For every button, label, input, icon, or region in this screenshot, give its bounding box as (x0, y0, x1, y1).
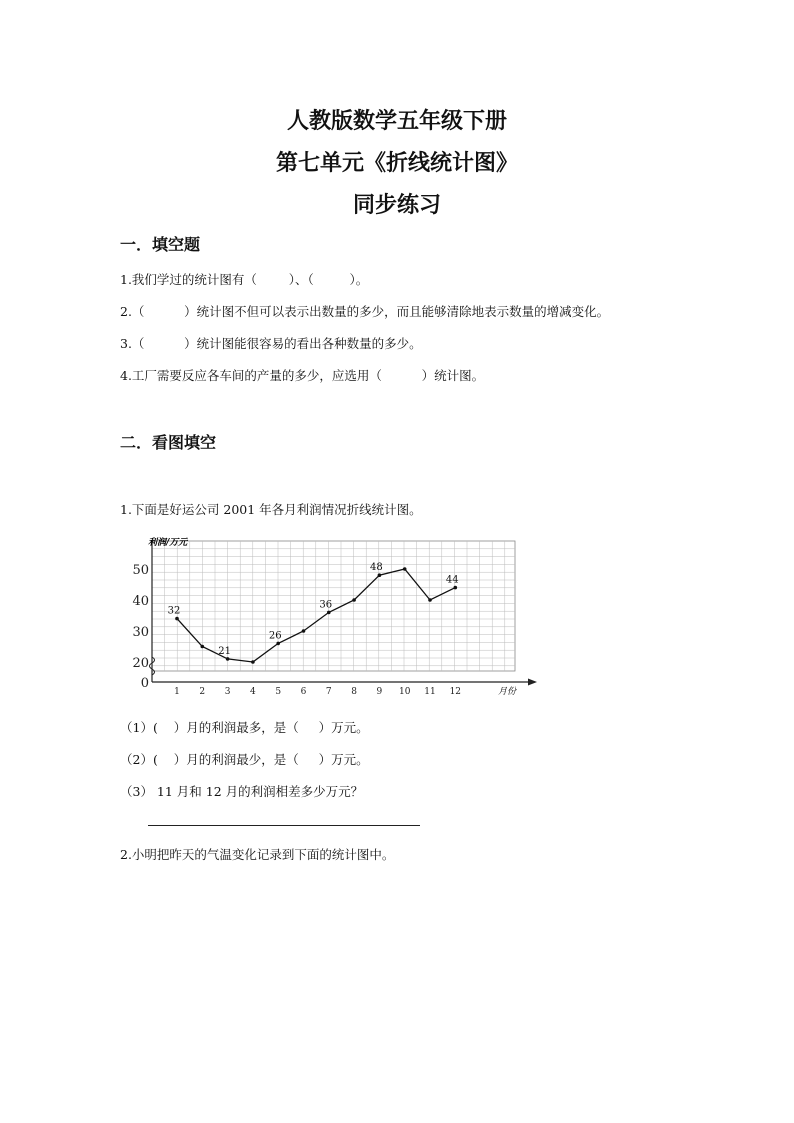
data-point (226, 657, 230, 661)
data-label: 44 (445, 574, 459, 586)
data-point (403, 567, 407, 571)
answer-line (148, 825, 420, 826)
chart-marks (168, 562, 459, 664)
data-point (454, 586, 458, 590)
x-tick-label: 4 (250, 687, 256, 697)
data-point (327, 611, 331, 615)
section-chart-heading: 二．看图填空 (120, 433, 217, 452)
unit-title: 第七单元《折线统计图》 (275, 151, 518, 176)
question-1-2: 2.（ ）统计图不但可以表示出数量的多少，而且能够清除地表示数量的增减变化。 (120, 304, 610, 319)
section-fill-blanks-heading: 一．填空题 (120, 235, 201, 254)
data-label: 26 (268, 630, 282, 642)
question-2-1-intro: 1.下面是好运公司 2001 年各月利润情况折线统计图。 (120, 502, 422, 517)
y-tick-label: 50 (132, 563, 149, 578)
data-point (302, 629, 306, 633)
question-2-1-sub2: （2）( ）月的利润最少，是（ ）万元。 (120, 752, 369, 767)
data-point (201, 645, 205, 649)
question-1-3: 3.（ ）统计图能很容易的看出各种数量的多少。 (120, 336, 422, 351)
x-axis-arrow-icon (528, 679, 537, 686)
x-tick-label: 9 (376, 687, 383, 697)
x-tick-label: 8 (351, 687, 357, 697)
data-label: 32 (167, 605, 181, 617)
x-axis-label: 月份 (498, 687, 517, 697)
data-point (352, 598, 356, 602)
document-title: 人教版数学五年级下册 (286, 109, 507, 134)
data-point (175, 617, 179, 621)
question-1-4: 4.工厂需要反应各车间的产量的多少，应选用（ ）统计图。 (120, 368, 485, 383)
x-tick-label: 1 (174, 687, 180, 697)
question-1-1: 1.我们学过的统计图有（ ）、（ ）。 (120, 272, 369, 287)
x-tick-label: 5 (275, 687, 282, 697)
data-label: 21 (218, 645, 231, 657)
y-tick-label: 30 (132, 625, 149, 640)
grid-frame (152, 541, 515, 671)
exercise-title: 同步练习 (352, 193, 441, 218)
y-tick-label: 20 (132, 656, 149, 671)
x-tick-label: 6 (300, 687, 307, 697)
y-tick-label: 40 (132, 594, 149, 609)
x-tick-label: 12 (449, 687, 462, 697)
data-label: 36 (319, 599, 333, 611)
question-2-2-intro: 2.小明把昨天的气温变化记录到下面的统计图中。 (120, 847, 395, 862)
chart-axes (132, 540, 537, 697)
x-tick-label: 10 (398, 687, 411, 697)
data-label: 48 (370, 562, 383, 574)
x-tick-label: 7 (325, 687, 332, 697)
question-2-1-sub1: （1）( ）月的利润最多，是（ ）万元。 (120, 720, 369, 735)
x-tick-label: 11 (424, 687, 436, 697)
chart-grid (152, 541, 515, 671)
y-tick-label: 0 (140, 676, 149, 691)
profit-line-chart (132, 532, 538, 700)
data-point (276, 642, 280, 646)
x-tick-label: 2 (199, 687, 206, 697)
data-point (378, 573, 382, 577)
question-2-1-sub3: （3） 11 月和 12 月的利润相差多少万元？ (120, 784, 364, 799)
data-point (428, 598, 432, 602)
x-tick-label: 3 (224, 687, 231, 697)
y-axis-label: 利润/万元 (148, 538, 188, 548)
data-point (251, 660, 255, 664)
